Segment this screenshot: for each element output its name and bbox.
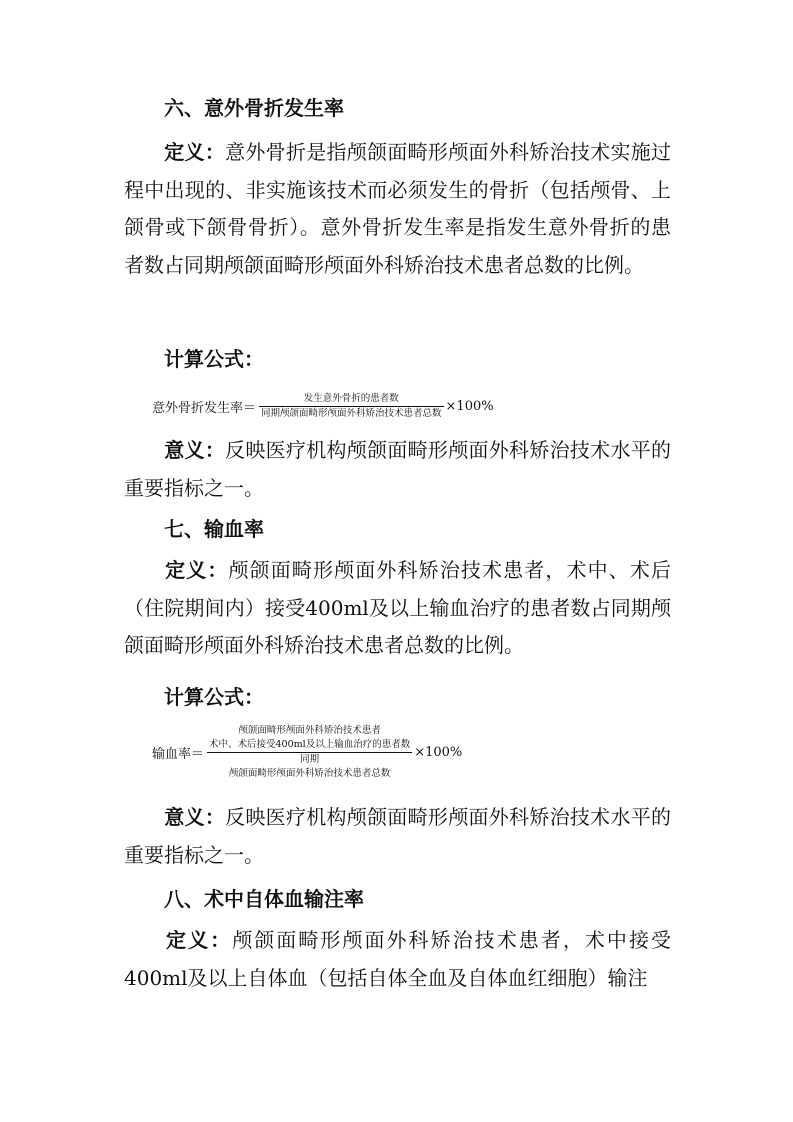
- meaning-label: 意义：: [164, 438, 226, 462]
- formula-label: 计算公式：: [164, 347, 264, 371]
- meaning-text: 反映医疗机构颅颌面畸形颅面外科矫治技术水平的重要指标之一。: [124, 805, 672, 867]
- formula: [152, 392, 494, 421]
- definition-label: 定义：: [164, 928, 233, 952]
- definition-text: 意外骨折是指颅颌面畸形颅面外科矫治技术实施过程中出现的、非实施该技术而必须发生的骨折（包括颅骨、上颌骨或下颌骨骨折）。意外骨折发生率是指发生意外骨折的患者数占同期颅颌面畸形颅面外科矫治技术患者总数的比例。: [124, 140, 672, 277]
- formula-fraction: [259, 392, 444, 421]
- definition-label: 定义：: [164, 558, 229, 582]
- definition-paragraph: [124, 922, 671, 997]
- section-heading: 八、术中自体血输注率: [164, 887, 364, 911]
- section-heading: 七、输血率: [164, 517, 264, 541]
- definition-text: 颅颌面畸形颅面外科矫治技术患者，术中、术后（住院期间内）接受400ml及以上输血治疗的患者数占同期颅颌面畸形颅面外科矫治技术患者总数的比例。: [124, 558, 671, 657]
- meaning-paragraph: [124, 432, 671, 507]
- meaning-label: 意义：: [164, 805, 226, 829]
- definition-label: 定义：: [164, 140, 226, 164]
- definition-text: 颅颌面畸形颅面外科矫治技术患者，术中接受400ml及以上自体血（包括自体全血及自体血红细胞）输注: [124, 928, 672, 990]
- formula-numerator-line2: 术中、术后接受400ml及以上输血治疗的患者数: [209, 739, 411, 750]
- formula-lhs: 输血率＝: [152, 747, 205, 762]
- formula-numerator: 发生意外骨折的患者数: [303, 393, 399, 404]
- definition-paragraph: [124, 552, 671, 665]
- formula-fraction: [207, 724, 412, 781]
- formula-suffix: ×100%: [445, 399, 494, 414]
- section-heading: 六、意外骨折发生率: [164, 96, 344, 120]
- formula-numerator-line1: 颅颌面畸形颅面外科矫治技术患者: [238, 725, 381, 736]
- formula-denominator-line2: 颅颌面畸形颅面外科矫治技术患者总数: [228, 768, 391, 779]
- formula-label: 计算公式：: [164, 685, 264, 709]
- formula-suffix: ×100%: [414, 745, 463, 760]
- meaning-paragraph: [124, 799, 671, 874]
- formula-lhs: 意外骨折发生率＝: [152, 401, 257, 416]
- definition-paragraph: [124, 134, 671, 284]
- formula-denominator-line1: 同期: [300, 754, 320, 765]
- formula: [152, 724, 462, 781]
- formula-denominator: 同期颅颌面畸形颅面外科矫治技术患者总数: [261, 408, 442, 419]
- meaning-text: 反映医疗机构颅颌面畸形颅面外科矫治技术水平的重要指标之一。: [124, 438, 672, 500]
